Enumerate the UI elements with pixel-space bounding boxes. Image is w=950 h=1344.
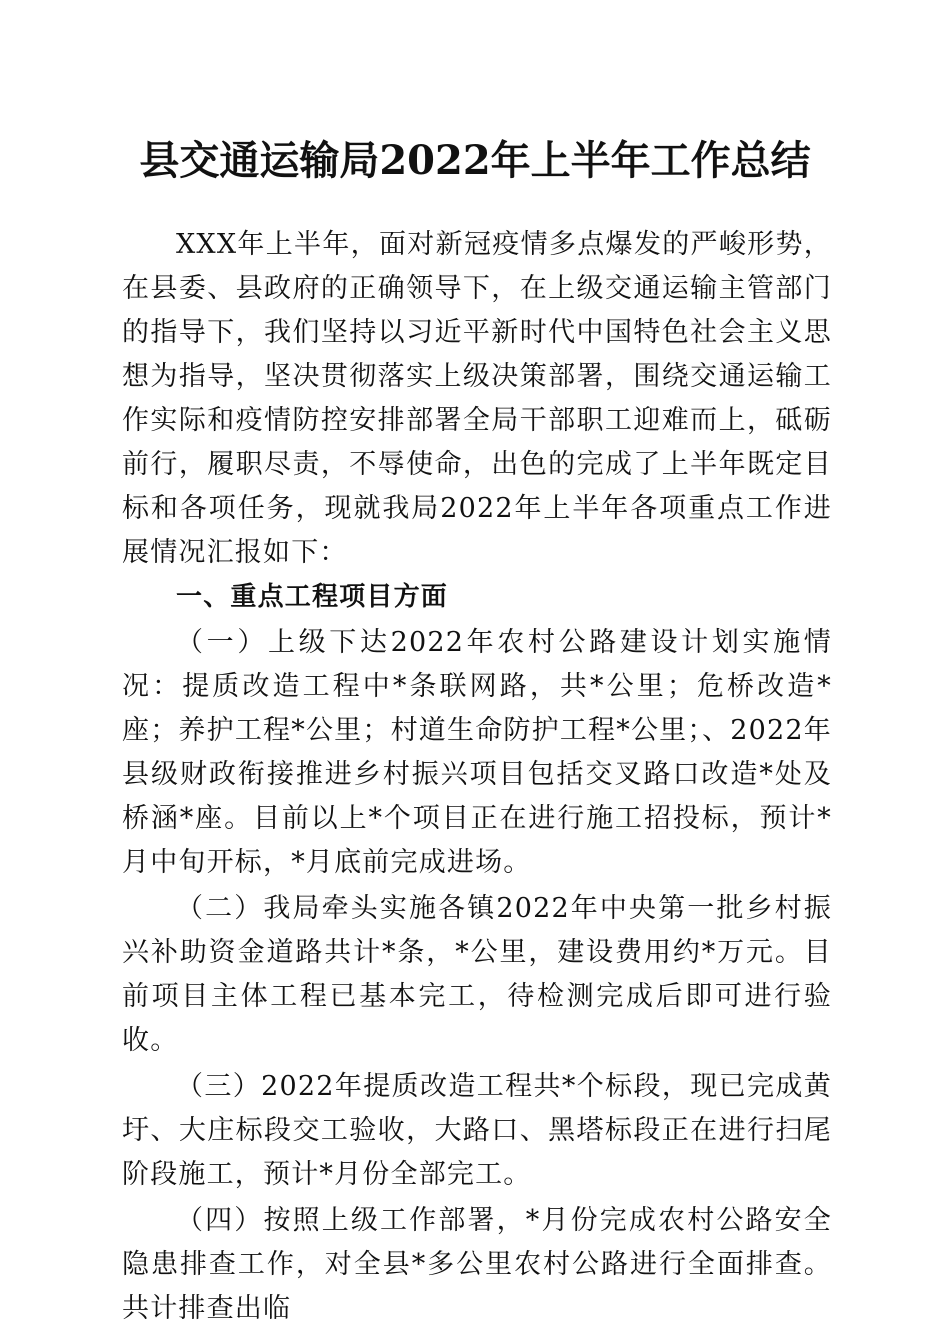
section-heading-key-projects: 一、重点工程项目方面 bbox=[176, 582, 449, 612]
document-title: 县交通运输局2022年上半年工作总结 bbox=[139, 137, 811, 184]
paragraph-item-1: （一）上级下达2022年农村公路建设计划实施情况：提质改造工程中*条联网路，共*公里；危桥改造*座；养护工程*公里；村道生命防护工程*公里；、2022年县级财政衔接推进乡村振兴项目包括交叉路口改造*处及桥涵*座。目前以上*个项目正在进行施工招投标，预计*月中旬开标，*月底前完成进场。 bbox=[122, 627, 832, 878]
intro-paragraph: XXX年上半年，面对新冠疫情多点爆发的严峻形势，在县委、县政府的正确领导下，在上级交通运输主管部门的指导下，我们坚持以习近平新时代中国特色社会主义思想为指导，坚决贯彻落实上级决策部署，围绕交通运输工作实际和疫情防控安排部署全局干部职工迎难而上，砥砺前行，履职尽责，不辱使命，出色的完成了上半年既定目标和各项任务，现就我局2022年上半年各项重点工作进展情况汇报如下： bbox=[122, 229, 832, 568]
paragraph-item-3: （三）2022年提质改造工程共*个标段，现已完成黄圩、大庄标段交工验收，大路口、黑塔标段正在进行扫尾阶段施工，预计*月份全部完工。 bbox=[122, 1071, 832, 1190]
paragraph-item-2: （二）我局牵头实施各镇2022年中央第一批乡村振兴补助资金道路共计*条，*公里，建设费用约*万元。目前项目主体工程已基本完工，待检测完成后即可进行验收。 bbox=[122, 893, 832, 1056]
document-body bbox=[122, 223, 832, 1331]
paragraph-item-4: （四）按照上级工作部署，*月份完成农村公路安全隐患排查工作，对全县*多公里农村公路进行全面排查。共计排查出临 bbox=[122, 1205, 832, 1324]
